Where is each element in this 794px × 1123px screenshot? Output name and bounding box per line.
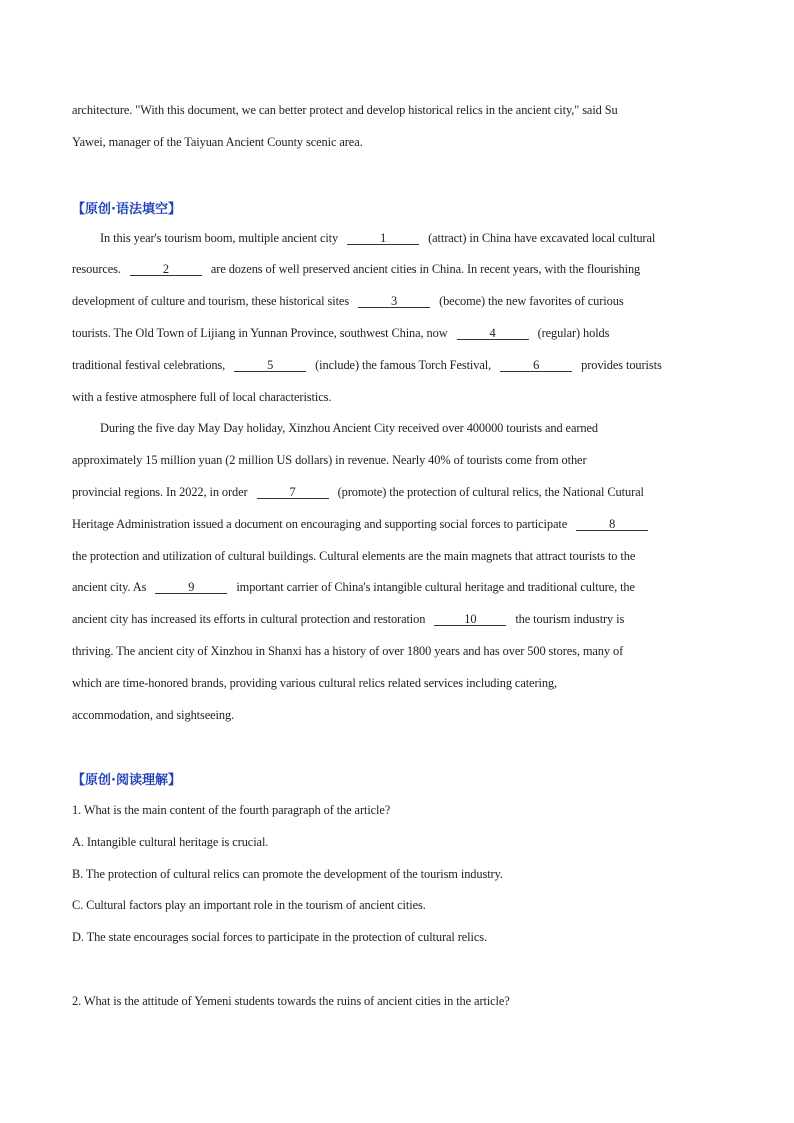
reading-section-heading: 【原创·阅读理解】 [72, 773, 181, 788]
grammar-p2-line-8: thriving. The ancient city of Xinzhou in Shanxi has a history of over 1800 years and has over 500 stores, many of [72, 644, 624, 658]
grammar-p2-line-1: During the five day May Day holiday, Xinzhou Ancient City received over 400000 tourists and earned [100, 421, 598, 435]
question-1: 1. What is the main content of the fourth paragraph of the article? [72, 803, 391, 817]
blank-9[interactable]: 9 [155, 581, 227, 594]
text: the tourism industry is [515, 612, 625, 626]
blank-6[interactable]: 6 [500, 359, 572, 372]
blank-7[interactable]: 7 [257, 486, 329, 499]
grammar-p1-line-6: with a festive atmosphere full of local characteristics. [72, 390, 332, 404]
text: (become) the new favorites of curious [439, 294, 624, 308]
text: In this year's tourism boom, multiple ancient city [100, 231, 339, 245]
grammar-p2-line-6 [72, 580, 635, 595]
grammar-p1-line-4 [72, 326, 609, 341]
blank-10[interactable]: 10 [434, 613, 506, 626]
text: provides tourists [581, 358, 662, 372]
grammar-p2-line-9: which are time-honored brands, providing various cultural relics related services including catering, [72, 676, 558, 690]
question-1-option-b[interactable]: B. The protection of cultural relics can promote the development of the tourism industry. [72, 867, 503, 881]
text: tourists. The Old Town of Lijiang in Yunnan Province, southwest China, now [72, 326, 448, 340]
text: (attract) in China have excavated local cultural [428, 231, 656, 245]
text: (regular) holds [537, 326, 610, 340]
text: Heritage Administration issued a document on encouraging and supporting social forces to participate [72, 517, 568, 531]
text: provincial regions. In 2022, in order [72, 485, 248, 499]
text: (promote) the protection of cultural relics, the National Cutural [337, 485, 644, 499]
intro-text-1: architecture. "With this document, we can better protect and develop historical relics in the ancient city," said Su [72, 103, 618, 117]
grammar-p2-line-4 [72, 517, 654, 532]
grammar-p1-line-2 [72, 262, 640, 277]
blank-8[interactable]: 8 [576, 518, 648, 531]
question-1-option-d[interactable]: D. The state encourages social forces to participate in the protection of cultural relics. [72, 930, 487, 944]
question-2: 2. What is the attitude of Yemeni students towards the ruins of ancient cities in the article? [72, 994, 510, 1008]
grammar-p2-line-7 [72, 612, 624, 627]
text: resources. [72, 262, 121, 276]
intro-text-2: Yawei, manager of the Taiyuan Ancient County scenic area. [72, 135, 363, 149]
grammar-section-heading: 【原创·语法填空】 [72, 202, 181, 217]
blank-2[interactable]: 2 [130, 263, 202, 276]
text: development of culture and tourism, these historical sites [72, 294, 350, 308]
grammar-p1-line-3 [72, 294, 624, 309]
blank-3[interactable]: 3 [358, 295, 430, 308]
grammar-p2-line-5: the protection and utilization of cultural buildings. Cultural elements are the main magnets that attract tourists to the [72, 549, 636, 563]
grammar-p2-line-3 [72, 485, 644, 500]
text: are dozens of well preserved ancient cities in China. In recent years, with the flourishing [210, 262, 641, 276]
grammar-p2-line-2: approximately 15 million yuan (2 million US dollars) in revenue. Nearly 40% of tourists come from other [72, 453, 587, 467]
question-1-option-a[interactable]: A. Intangible cultural heritage is crucial. [72, 835, 269, 849]
text: traditional festival celebrations, [72, 358, 226, 372]
blank-1[interactable]: 1 [347, 232, 419, 245]
blank-5[interactable]: 5 [234, 359, 306, 372]
grammar-p2-line-10: accommodation, and sightseeing. [72, 708, 235, 722]
text: (include) the famous Torch Festival, [315, 358, 492, 372]
grammar-p1-line-5 [72, 358, 662, 373]
blank-4[interactable]: 4 [457, 327, 529, 340]
grammar-p1-line-1 [100, 231, 655, 246]
text: ancient city. As [72, 580, 147, 594]
text: ancient city has increased its efforts in cultural protection and restoration [72, 612, 426, 626]
question-1-option-c[interactable]: C. Cultural factors play an important role in the tourism of ancient cities. [72, 898, 426, 912]
text: important carrier of China's intangible cultural heritage and traditional culture, the [236, 580, 635, 594]
intro-line-1 [72, 103, 722, 118]
intro-line-2 [72, 135, 363, 150]
